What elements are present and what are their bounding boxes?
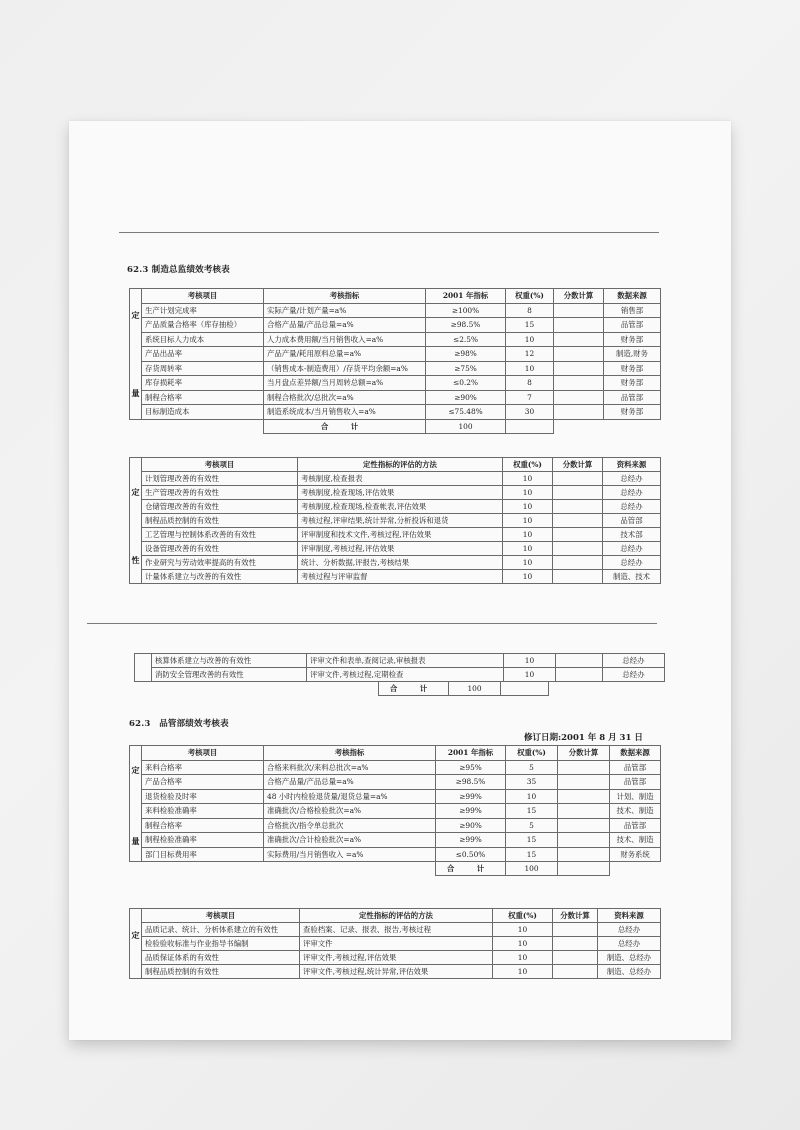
- page-break-rule: [87, 623, 657, 624]
- score-cell[interactable]: [558, 804, 610, 819]
- score-cell[interactable]: [556, 654, 603, 668]
- total-score-cell[interactable]: [558, 862, 610, 876]
- total-label: 合 计: [436, 862, 506, 876]
- score-cell[interactable]: [553, 951, 598, 965]
- table-header-row: 定 量 考核项目 考核指标 2001 年指标 权重(%) 分数计算 数据来源: [130, 746, 661, 761]
- category-label: 定 性: [130, 458, 142, 584]
- score-cell[interactable]: [554, 390, 604, 405]
- table-row: 来料合格率 合格来料批次/来料总批次=a% ≥95% 5 品管部: [130, 760, 661, 775]
- score-cell[interactable]: [556, 668, 603, 682]
- table-row: 制程检验准确率 准确批次/合计检验批次=a% ≥99% 15 技术、制造: [130, 833, 661, 848]
- table-row: 作业研究与劳动效率提高的有效性 统计、分析数据,评报告,考核结果 10 总经办: [130, 556, 661, 570]
- score-cell[interactable]: [558, 818, 610, 833]
- score-cell[interactable]: [558, 847, 610, 862]
- total-score-cell[interactable]: [501, 682, 549, 696]
- score-cell[interactable]: [553, 937, 598, 951]
- manufacturing-qualitative-table-continued: [134, 653, 665, 682]
- table-row: 目标制造成本 制造系统成本/当月销售收入=a% ≤75.48% 30 财务部: [130, 405, 661, 420]
- table-row: 制程品质控制的有效性 考核过程,评审结果,统计异常,分析投诉和退货 10 品管部: [130, 514, 661, 528]
- table-row: 生产计划完成率 实际产量/计划产量=a% ≥100% 8 销售部: [130, 303, 661, 318]
- revision-date: 修订日期:2001 年 8 月 31 日: [524, 733, 643, 743]
- score-cell[interactable]: [553, 514, 603, 528]
- table-row: 核算体系建立与改善的有效性 评审文件和表单,查阅记录,审核报表 10 总经办: [135, 654, 665, 668]
- section-title-manufacturing: 62.3 制造总监绩效考核表: [127, 265, 230, 275]
- table-row: 库存损耗率 当月盘点差异额/当月周转总额=a% ≤0.2% 8 财务部: [130, 376, 661, 391]
- score-cell[interactable]: [554, 376, 604, 391]
- table-row: 品质保证体系的有效性 评审文件,考核过程,评估效果 10 制造、总经办: [130, 951, 661, 965]
- table-row: 来料检验准确率 准确批次/合格检验批次=a% ≥99% 15 技术、制造: [130, 804, 661, 819]
- table-header-row: 定 考核项目 定性指标的评估的方法 权重(%) 分数计算 资料来源: [130, 909, 661, 923]
- score-cell[interactable]: [553, 570, 603, 584]
- category-label: 定 量: [130, 746, 142, 862]
- score-cell[interactable]: [553, 472, 603, 486]
- table-row: 生产管理改善的有效性 考核制度,检查现场,评估效果 10 总经办: [130, 486, 661, 500]
- table-row: 部门目标费用率 实际费用/当月销售收入 =a% ≤0.50% 15 财务系统: [130, 847, 661, 862]
- manufacturing-qualitative-total: [378, 681, 549, 696]
- score-cell[interactable]: [553, 965, 598, 979]
- table-row: 制程合格率 制程合格批次/总批次=a% ≥90% 7 品管部: [130, 390, 661, 405]
- table-row: 存货周转率 （销售成本-制造费用）/存货平均余额=a% ≥75% 10 财务部: [130, 361, 661, 376]
- total-row: [379, 682, 549, 696]
- table-header-row: [130, 289, 661, 304]
- score-cell[interactable]: [553, 542, 603, 556]
- header-source: 数据来源: [604, 289, 661, 304]
- total-label: 合 计: [379, 682, 449, 696]
- header-target: 2001 年指标: [426, 289, 506, 304]
- score-cell[interactable]: [554, 318, 604, 333]
- table-row: 工艺管理与控制体系改善的有效性 评审制度和技术文件,考核过程,评估效果 10 技术部: [130, 528, 661, 542]
- score-cell[interactable]: [553, 528, 603, 542]
- total-value: 100: [449, 682, 501, 696]
- table-row: 产品质量合格率（库存抽检） 合格产品量/产品总量=a% ≥98.5% 15 品管部: [130, 318, 661, 333]
- score-cell[interactable]: [558, 833, 610, 848]
- score-cell[interactable]: [553, 500, 603, 514]
- table-row: 产品出品率 产品产量/耗用原料总量=a% ≥98% 12 制造,财务: [130, 347, 661, 362]
- score-cell[interactable]: [558, 789, 610, 804]
- table-row: 消防安全管理改善的有效性 评审文件,考核过程,定期检查 10 总经办: [135, 668, 665, 682]
- table-row: 计量体系建立与改善的有效性 考核过程与评审监督 10 制造、技术: [130, 570, 661, 584]
- section-title-quality: 62.3 品管部绩效考核表: [129, 719, 229, 729]
- manufacturing-quantitative-table: [129, 288, 661, 434]
- total-row: [130, 862, 661, 876]
- total-value: 100: [506, 862, 558, 876]
- score-cell[interactable]: [554, 332, 604, 347]
- table-header-row: 定 性 考核项目 定性指标的评估的方法 权重(%) 分数计算 资料来源: [130, 458, 661, 472]
- header-metric: 考核指标: [264, 289, 426, 304]
- table-row: 退货检验及时率 48 小时内检验退货量/退货总量=a% ≥99% 10 计划、制造: [130, 789, 661, 804]
- score-cell[interactable]: [553, 556, 603, 570]
- header-score: 分数计算: [554, 289, 604, 304]
- manufacturing-qualitative-table: [129, 457, 661, 584]
- score-cell[interactable]: [553, 923, 598, 937]
- document-page: [69, 121, 731, 1040]
- score-cell[interactable]: [558, 760, 610, 775]
- category-label: 定 量: [130, 289, 142, 420]
- score-cell[interactable]: [554, 347, 604, 362]
- header-rule: [119, 232, 659, 233]
- table-row: 设备管理改善的有效性 评审制度,考核过程,评估效果 10 总经办: [130, 542, 661, 556]
- score-cell[interactable]: [554, 303, 604, 318]
- quality-quantitative-table: [129, 745, 661, 876]
- table-row: 仓储管理改善的有效性 考核制度,检查现场,检查帐表,评估效果 10 总经办: [130, 500, 661, 514]
- table-row: 制程品质控制的有效性 评审文件,考核过程,统计异常,评估效果 10 制造、总经办: [130, 965, 661, 979]
- score-cell[interactable]: [554, 361, 604, 376]
- table-row: 品质记录、统计、分析体系建立的有效性 查验档案、记录、报表、报告,考核过程 10 总经办: [130, 923, 661, 937]
- header-item: 考核项目: [142, 289, 264, 304]
- table-row: 检验验收标准与作业指导书编制 评审文件 10 总经办: [130, 937, 661, 951]
- header-weight: 权重(%): [506, 289, 554, 304]
- quality-qualitative-table: [129, 908, 661, 979]
- category-label: 定: [130, 909, 142, 979]
- score-cell[interactable]: [553, 486, 603, 500]
- table-row: 系统目标人力成本 人力成本费用额/当月销售收入=a% ≤2.5% 10 财务部: [130, 332, 661, 347]
- score-cell[interactable]: [558, 775, 610, 790]
- score-cell[interactable]: [554, 405, 604, 420]
- total-value: 100: [426, 420, 506, 434]
- table-row: 计划管理改善的有效性 考核制度,检查报表 10 总经办: [130, 472, 661, 486]
- total-score-cell[interactable]: [506, 420, 554, 434]
- table-row: 产品合格率 合格产品量/产品总量=a% ≥98.5% 35 品管部: [130, 775, 661, 790]
- table-row: 制程合格率 合格批次/指令单总批次 ≥90% 5 品管部: [130, 818, 661, 833]
- total-label: 合 计: [264, 420, 426, 434]
- total-row: [130, 420, 661, 434]
